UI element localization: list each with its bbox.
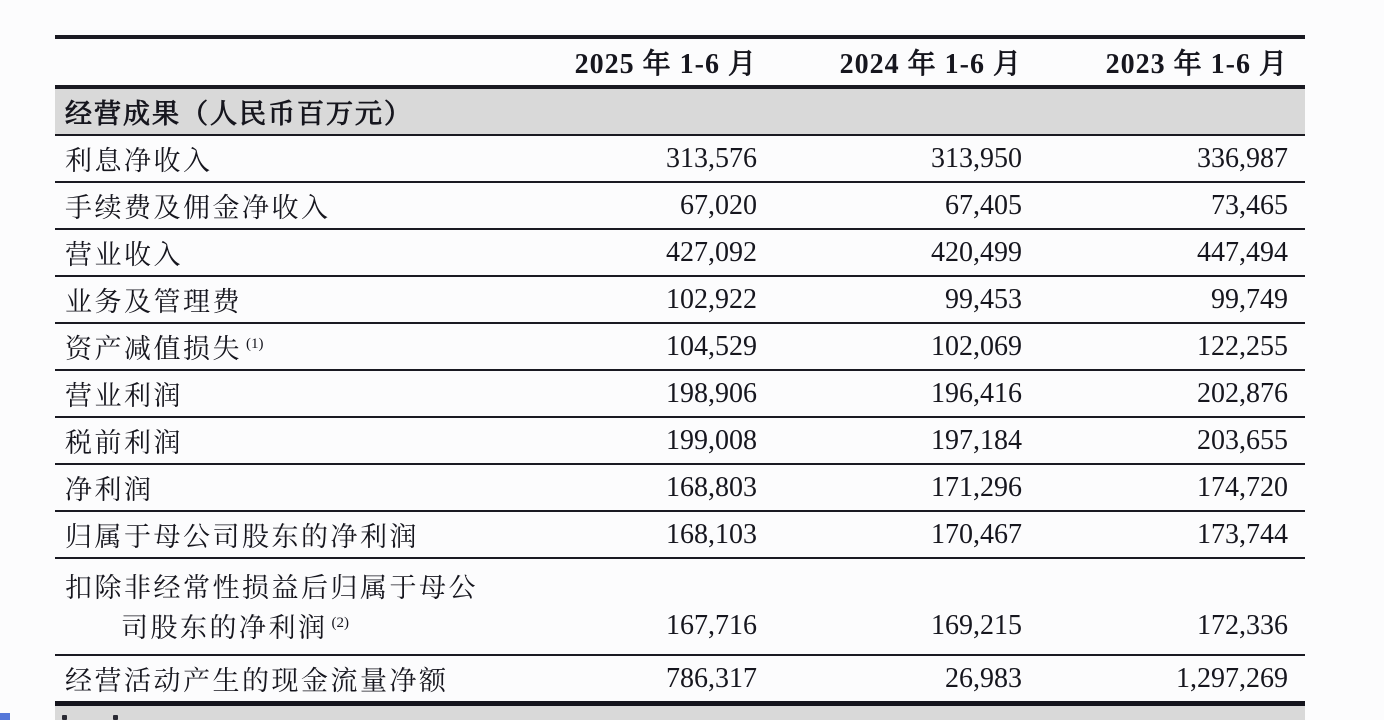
row-label: 经营活动产生的现金流量净额 bbox=[65, 666, 449, 696]
value-cell: 196,416 bbox=[931, 377, 1022, 409]
row-label: 营业收入 bbox=[65, 240, 183, 270]
row-label: 净利润 bbox=[65, 475, 154, 505]
operating-results-table bbox=[55, 35, 1305, 720]
value-cell: 420,499 bbox=[931, 236, 1022, 268]
value-cell: 170,467 bbox=[931, 518, 1022, 550]
value-cell: 99,453 bbox=[945, 283, 1022, 315]
value-cell: 73,465 bbox=[1211, 189, 1288, 221]
table-row bbox=[55, 371, 1305, 418]
value-cell: 203,655 bbox=[1197, 424, 1288, 456]
row-label: 手续费及佣金净收入 bbox=[65, 193, 331, 223]
footnote-superscript: (2) bbox=[331, 615, 349, 631]
value-cell: 197,184 bbox=[931, 424, 1022, 456]
table-row bbox=[55, 418, 1305, 465]
value-cell: 173,744 bbox=[1197, 518, 1288, 550]
value-cell: 427,092 bbox=[666, 236, 757, 268]
section-header-band bbox=[55, 89, 1305, 136]
cut-off-text-mark bbox=[113, 715, 118, 720]
value-cell: 313,576 bbox=[666, 142, 757, 174]
value-cell: 199,008 bbox=[666, 424, 757, 456]
value-cell: 171,296 bbox=[931, 471, 1022, 503]
value-cell: 99,749 bbox=[1211, 283, 1288, 315]
value-cell: 168,803 bbox=[666, 471, 757, 503]
table-row bbox=[55, 324, 1305, 371]
table-row bbox=[55, 656, 1305, 706]
value-cell: 122,255 bbox=[1197, 330, 1288, 362]
table-row bbox=[55, 277, 1305, 324]
table-row bbox=[55, 183, 1305, 230]
value-cell: 169,215 bbox=[931, 610, 1022, 641]
value-cell: 102,069 bbox=[931, 330, 1022, 362]
table-header-row bbox=[55, 39, 1305, 89]
cut-off-text-mark bbox=[62, 715, 67, 720]
section-header-title: 经营成果（人民币百万元） bbox=[65, 99, 413, 129]
table-row bbox=[55, 512, 1305, 559]
column-header-2025: 2025 年 1-6 月 bbox=[574, 49, 757, 80]
next-section-band-cutoff bbox=[55, 706, 1305, 720]
value-cell: 67,020 bbox=[680, 189, 757, 221]
table-row bbox=[55, 136, 1305, 183]
value-cell: 202,876 bbox=[1197, 377, 1288, 409]
value-cell: 447,494 bbox=[1197, 236, 1288, 268]
row-label: 利息净收入 bbox=[65, 146, 213, 176]
row-label: 营业利润 bbox=[65, 381, 183, 411]
row-label-line1: 扣除非经常性损益后归属于母公 bbox=[65, 573, 478, 603]
column-header-2023: 2023 年 1-6 月 bbox=[1105, 49, 1288, 80]
value-cell: 786,317 bbox=[666, 662, 757, 694]
row-label: 税前利润 bbox=[65, 428, 183, 458]
footnote-superscript: (1) bbox=[246, 336, 264, 352]
table-row bbox=[55, 465, 1305, 512]
value-cell: 313,950 bbox=[931, 142, 1022, 174]
table-row bbox=[55, 230, 1305, 277]
row-label-line2: 司股东的净利润 $^{(2)}$ bbox=[121, 613, 349, 643]
corner-accent-mark bbox=[0, 713, 10, 720]
row-label: 资产减值损失 $^{(1)}$ bbox=[65, 334, 264, 364]
value-cell: 104,529 bbox=[666, 330, 757, 362]
value-cell: 167,716 bbox=[666, 610, 757, 641]
table-row bbox=[55, 559, 1305, 656]
table-body bbox=[55, 136, 1305, 706]
row-label bbox=[55, 559, 495, 654]
value-cell: 168,103 bbox=[666, 518, 757, 550]
value-cell: 198,906 bbox=[666, 377, 757, 409]
row-label: 业务及管理费 bbox=[65, 287, 242, 317]
value-cell: 67,405 bbox=[945, 189, 1022, 221]
value-cell: 102,922 bbox=[666, 283, 757, 315]
value-cell: 26,983 bbox=[945, 662, 1022, 694]
value-cell: 172,336 bbox=[1197, 610, 1288, 641]
value-cell: 1,297,269 bbox=[1176, 662, 1288, 694]
value-cell: 336,987 bbox=[1197, 142, 1288, 174]
column-header-2024: 2024 年 1-6 月 bbox=[839, 49, 1022, 80]
row-label: 归属于母公司股东的净利润 bbox=[65, 522, 419, 552]
value-cell: 174,720 bbox=[1197, 471, 1288, 503]
